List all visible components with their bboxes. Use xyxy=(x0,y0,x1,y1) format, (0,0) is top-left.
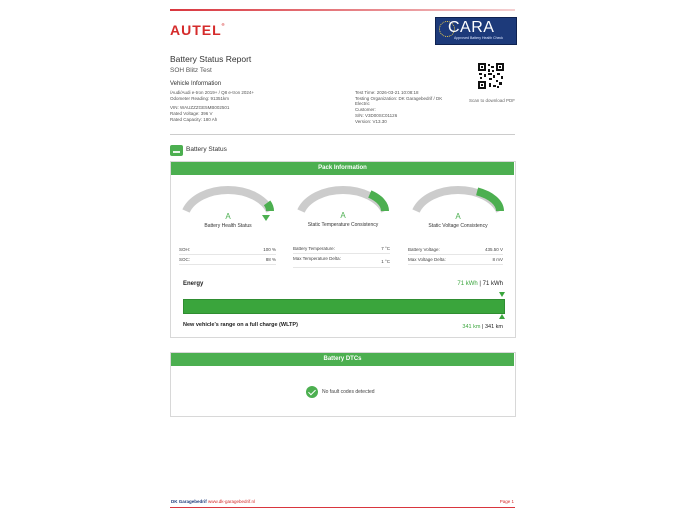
gauge-fill xyxy=(267,203,270,211)
energy-marker-icon xyxy=(499,292,505,297)
gauge-label: Static Temperature Consistency xyxy=(307,222,379,228)
gauge-grade: A xyxy=(455,212,461,221)
range-label: New vehicle's range on a full charge (WLTP) xyxy=(183,322,298,328)
gauge-label: Battery Health Status xyxy=(204,223,252,229)
report-title: Battery Status Report xyxy=(170,54,252,64)
vehicle-model: /Audi/Audi e-tron 2019+ / Q8 e-tron 2024+ xyxy=(170,90,255,95)
table-row: Max Temperature Delta: 1 °C xyxy=(293,255,390,268)
pack-table-voltage xyxy=(408,246,503,266)
energy-label: Energy xyxy=(183,281,204,287)
table-row: SOC: 88 % xyxy=(179,256,276,265)
serial-number: S/N: V3D00SC01126 xyxy=(355,112,398,118)
footer-logo: DK Garagebedrif xyxy=(171,499,207,504)
gauge-fill xyxy=(370,194,385,211)
pack-table-temperature xyxy=(293,245,390,270)
gauge-grade: A xyxy=(340,211,346,220)
odometer-reading: Odometer Reading: 91351km xyxy=(170,95,230,101)
energy-value: 71 kWh | 71 kWh xyxy=(457,281,503,287)
no-fault-message: No fault codes detected xyxy=(322,389,375,395)
cara-logo: CARA Approved Battery Health Check xyxy=(435,17,517,45)
pack-information-header: Pack Information xyxy=(171,162,514,175)
testing-organization: Testing Organization: DK Garagebedrif / DK xyxy=(355,95,443,101)
battery-dtcs-header: Battery DTCs xyxy=(171,353,514,366)
autel-logo: AUTEL® xyxy=(170,22,226,38)
energy-bar xyxy=(183,299,505,314)
vehicle-info-left xyxy=(170,90,254,123)
rated-voltage: Rated Voltage: 396 V xyxy=(170,111,213,117)
customer: Customer: xyxy=(355,107,376,113)
table-row: SOH: 100 % xyxy=(179,246,276,255)
pack-table-soh xyxy=(179,246,276,266)
header-accent-line xyxy=(170,9,515,11)
qr-code-icon[interactable] xyxy=(478,63,504,89)
vehicle-info-heading: Vehicle Information xyxy=(170,81,222,87)
testing-organization-cont: Electric xyxy=(355,101,370,107)
range-value: 341 km | 341 km xyxy=(462,324,503,330)
gauge-label: Static Voltage Consistency xyxy=(428,223,488,229)
gauge-track xyxy=(186,190,270,211)
software-version: Version: V13.30 xyxy=(355,118,387,124)
qr-caption: Scan to download PDF xyxy=(468,98,516,103)
footer-url[interactable]: www.dk-garagebedrif.nl xyxy=(208,499,256,504)
table-row: Battery Temperature: 7 °C xyxy=(293,245,390,254)
range-marker-icon xyxy=(499,314,505,319)
vin: VIN: WAUZZZGE5MB002501 xyxy=(170,105,230,111)
gauge-grade: A xyxy=(225,212,231,221)
divider xyxy=(170,134,515,135)
battery-status-label: Battery Status xyxy=(186,146,227,153)
page-number: Page 1 xyxy=(499,499,514,504)
check-circle-icon xyxy=(306,386,318,398)
test-time: Test Time: 2026-03-21 10:08:18 xyxy=(355,90,419,95)
rated-capacity: Rated Capacity: 180 Ah xyxy=(170,116,218,122)
table-row: Max Voltage Delta: 8 mV xyxy=(408,256,503,265)
footer-accent-line xyxy=(170,507,515,508)
table-row: Battery Voltage: 435.50 V xyxy=(408,246,503,255)
battery-icon xyxy=(170,145,183,156)
report-subtitle: SOH Blitz Test xyxy=(170,67,212,74)
vehicle-info-right xyxy=(355,90,442,124)
